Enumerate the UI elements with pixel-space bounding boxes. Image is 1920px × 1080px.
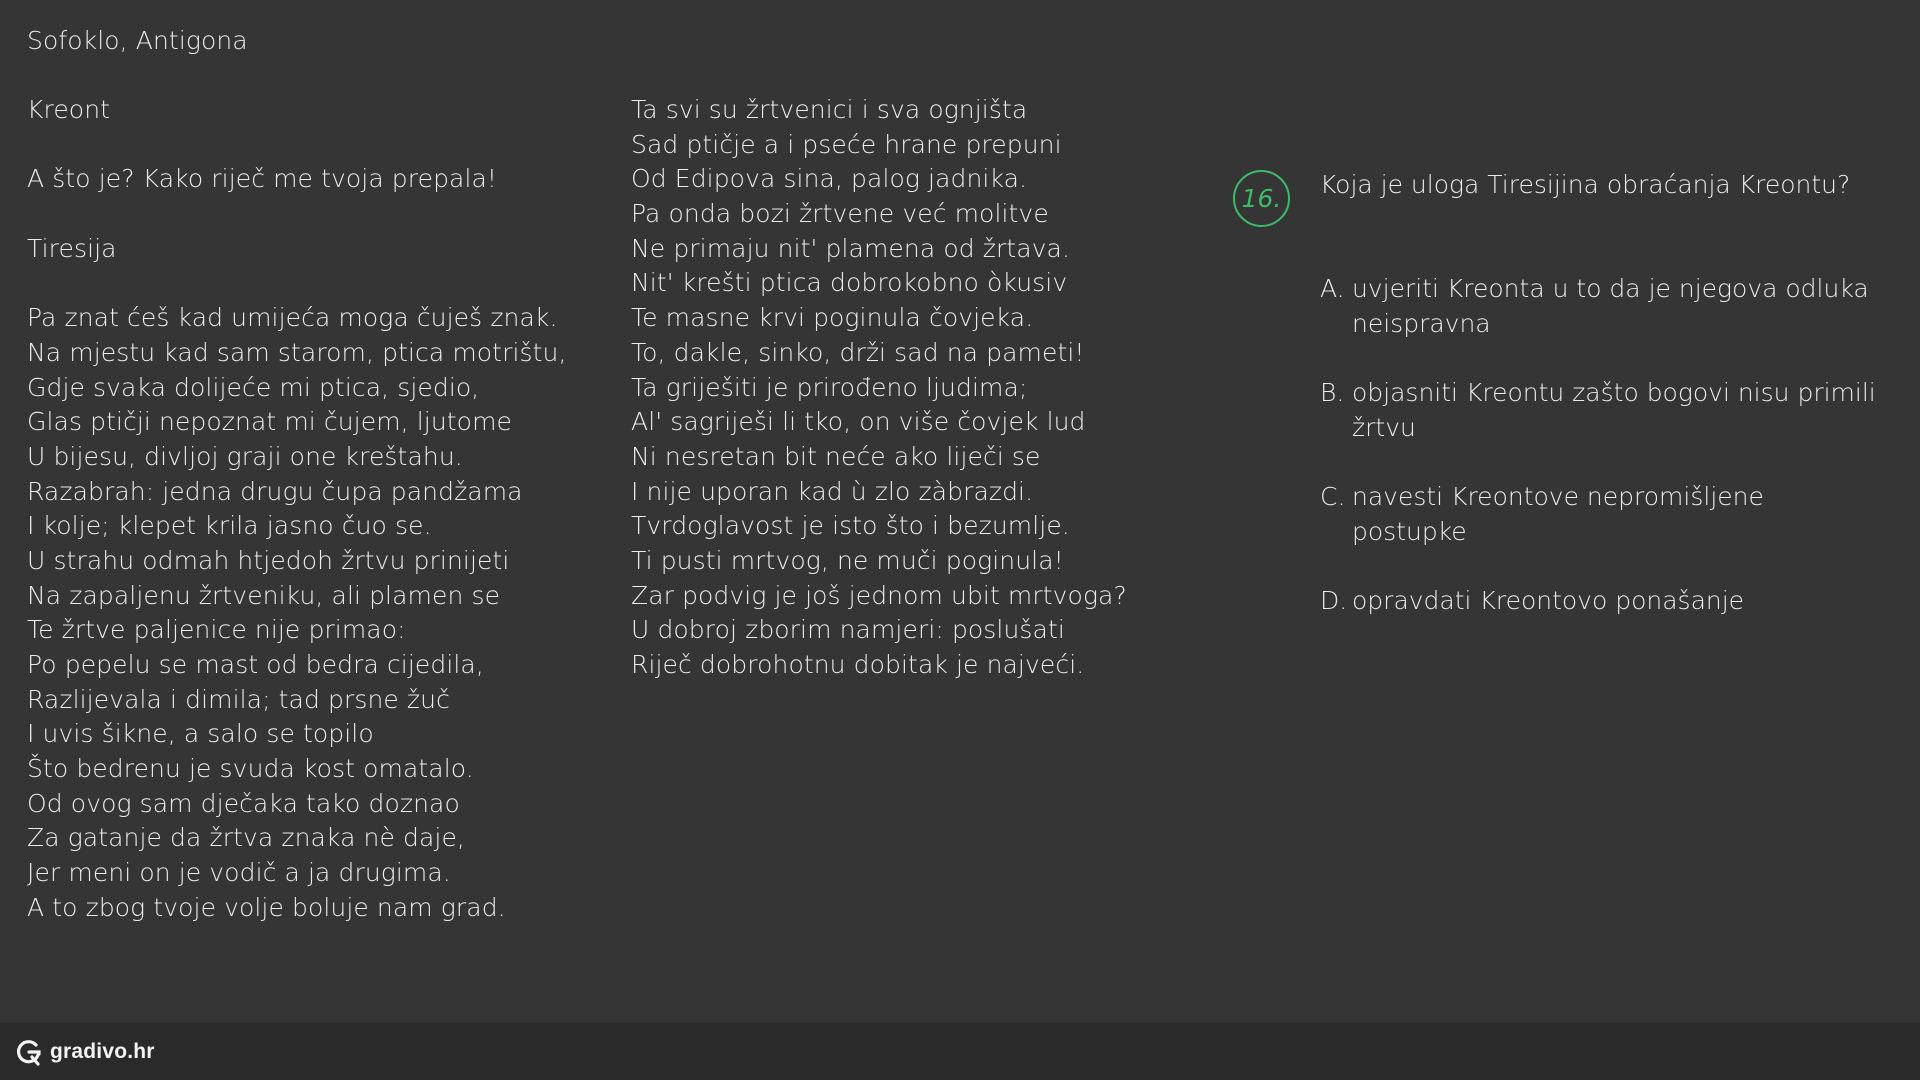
- poem-line: Na zapaljenu žrtveniku, ali plamen se: [27, 580, 501, 610]
- question-number-badge: 16.: [1233, 170, 1290, 227]
- answer-text: uvjeriti Kreonta u to da je njegova odluka neispravna: [1352, 274, 1869, 338]
- poem-line: Jer meni on je vodič a ja drugima.: [27, 858, 451, 888]
- poem-line: Na mjestu kad sam starom, ptica motrištu,: [27, 337, 567, 367]
- poem-left-column: [27, 93, 587, 926]
- poem-line: Što bedrenu je svuda kost omatalo.: [27, 754, 474, 784]
- answer-text: navesti Kreontove nepromišljene postupke: [1352, 482, 1764, 546]
- poem-line: Tvrdoglavost je isto što i bezumlje.: [631, 511, 1070, 541]
- poem-line: I nije uporan kad ù zlo zàbrazdi.: [631, 476, 1034, 506]
- poem-line: Te masne krvi poginula čovjeka.: [631, 303, 1034, 333]
- poem-line: I uvis šikne, a salo se topilo: [27, 719, 374, 749]
- answer-letter: A.: [1320, 274, 1345, 303]
- poem-line: Ti pusti mrtvog, ne muči poginula!: [631, 545, 1064, 575]
- poem-line: Ne primaju nit' plamena od žrtava.: [631, 233, 1071, 263]
- poem-line: Razabrah: jedna drugu čupa pandžama: [27, 476, 523, 506]
- poem-line: Razlijevala i dimila; tad prsne žuč: [27, 684, 450, 714]
- footer-bar: [0, 1022, 1920, 1080]
- poem-right-column: [631, 93, 1151, 683]
- speaker-name: Tiresija: [27, 233, 117, 263]
- poem-line: Za gatanje da žrtva znaka nè daje,: [27, 823, 465, 853]
- answer-option-a[interactable]: [1320, 272, 1880, 341]
- answer-option-d[interactable]: [1320, 584, 1880, 619]
- poem-line: Nit' krešti ptica dobrokobno òkusiv: [631, 268, 1068, 298]
- poem-line: Te žrtve paljenice nije primao:: [27, 615, 406, 645]
- poem-line: Ta svi su žrtvenici i sva ognjišta: [631, 95, 1028, 124]
- answer-letter: C.: [1320, 482, 1346, 512]
- poem-line: Glas ptičji nepoznat mi čujem, ljutome: [27, 407, 513, 437]
- gradivo-logo-link[interactable]: [14, 1037, 155, 1067]
- answer-letter: B.: [1320, 378, 1345, 408]
- poem-line: Riječ dobrohotnu dobitak je najveći.: [631, 650, 1085, 679]
- poem-line: U strahu odmah htjedoh žrtvu prinijeti: [27, 545, 510, 575]
- answer-text: opravdati Kreontovo ponašanje: [1352, 586, 1745, 616]
- gradivo-logo-icon: [14, 1037, 44, 1067]
- document-title: Sofoklo, Antigona: [27, 26, 248, 55]
- poem-line: To, dakle, sinko, drži sad na pameti!: [631, 337, 1085, 367]
- poem-line: Od Edipova sina, palog jadnika.: [631, 164, 1028, 194]
- poem-line: Po pepelu se mast od bedra cijedila,: [27, 650, 484, 679]
- poem-line: A to zbog tvoje volje boluje nam grad.: [27, 892, 506, 922]
- answer-text: objasniti Kreontu zašto bogovi nisu primili žrtvu: [1352, 378, 1876, 442]
- poem-line: A što je? Kako riječ me tvoja prepala!: [27, 164, 498, 194]
- speaker-name: Kreont: [27, 95, 111, 124]
- poem-line: Ta griješiti je prirođeno ljudima;: [631, 372, 1028, 402]
- poem-line: Ni nesretan bit neće ako liječi se: [631, 441, 1041, 471]
- poem-line: Zar podvig je još jednom ubit mrtvoga?: [631, 580, 1127, 610]
- poem-line: Gdje svaka dolijeće mi ptica, sjedio,: [27, 372, 480, 402]
- poem-line: Pa onda bozi žrtvene već molitve: [631, 199, 1049, 229]
- answer-option-c[interactable]: [1320, 480, 1880, 549]
- poem-line: U bijesu, divljoj graji one kreštahu.: [27, 441, 463, 471]
- answer-options: [1320, 272, 1880, 654]
- answer-option-b[interactable]: [1320, 376, 1880, 445]
- poem-line: Al' sagriješi li tko, on više čovjek lud: [631, 407, 1086, 437]
- poem-line: Od ovog sam dječaka tako doznao: [27, 788, 460, 818]
- poem-verse-block: [27, 301, 587, 925]
- answer-letter: D.: [1320, 586, 1348, 616]
- question-text: Koja je uloga Tiresijina obraćanja Kreontu?: [1320, 170, 1851, 199]
- logo-text: gradivo.hr: [50, 1040, 155, 1063]
- poem-line: I kolje; klepet krila jasno čuo se.: [27, 511, 432, 541]
- poem-line: Pa znat ćeš kad umijeća moga čuješ znak.: [27, 303, 558, 333]
- poem-line: U dobroj zborim namjeri: poslušati: [631, 615, 1065, 645]
- poem-line: Sad ptičje a i pseće hrane prepuni: [631, 129, 1062, 159]
